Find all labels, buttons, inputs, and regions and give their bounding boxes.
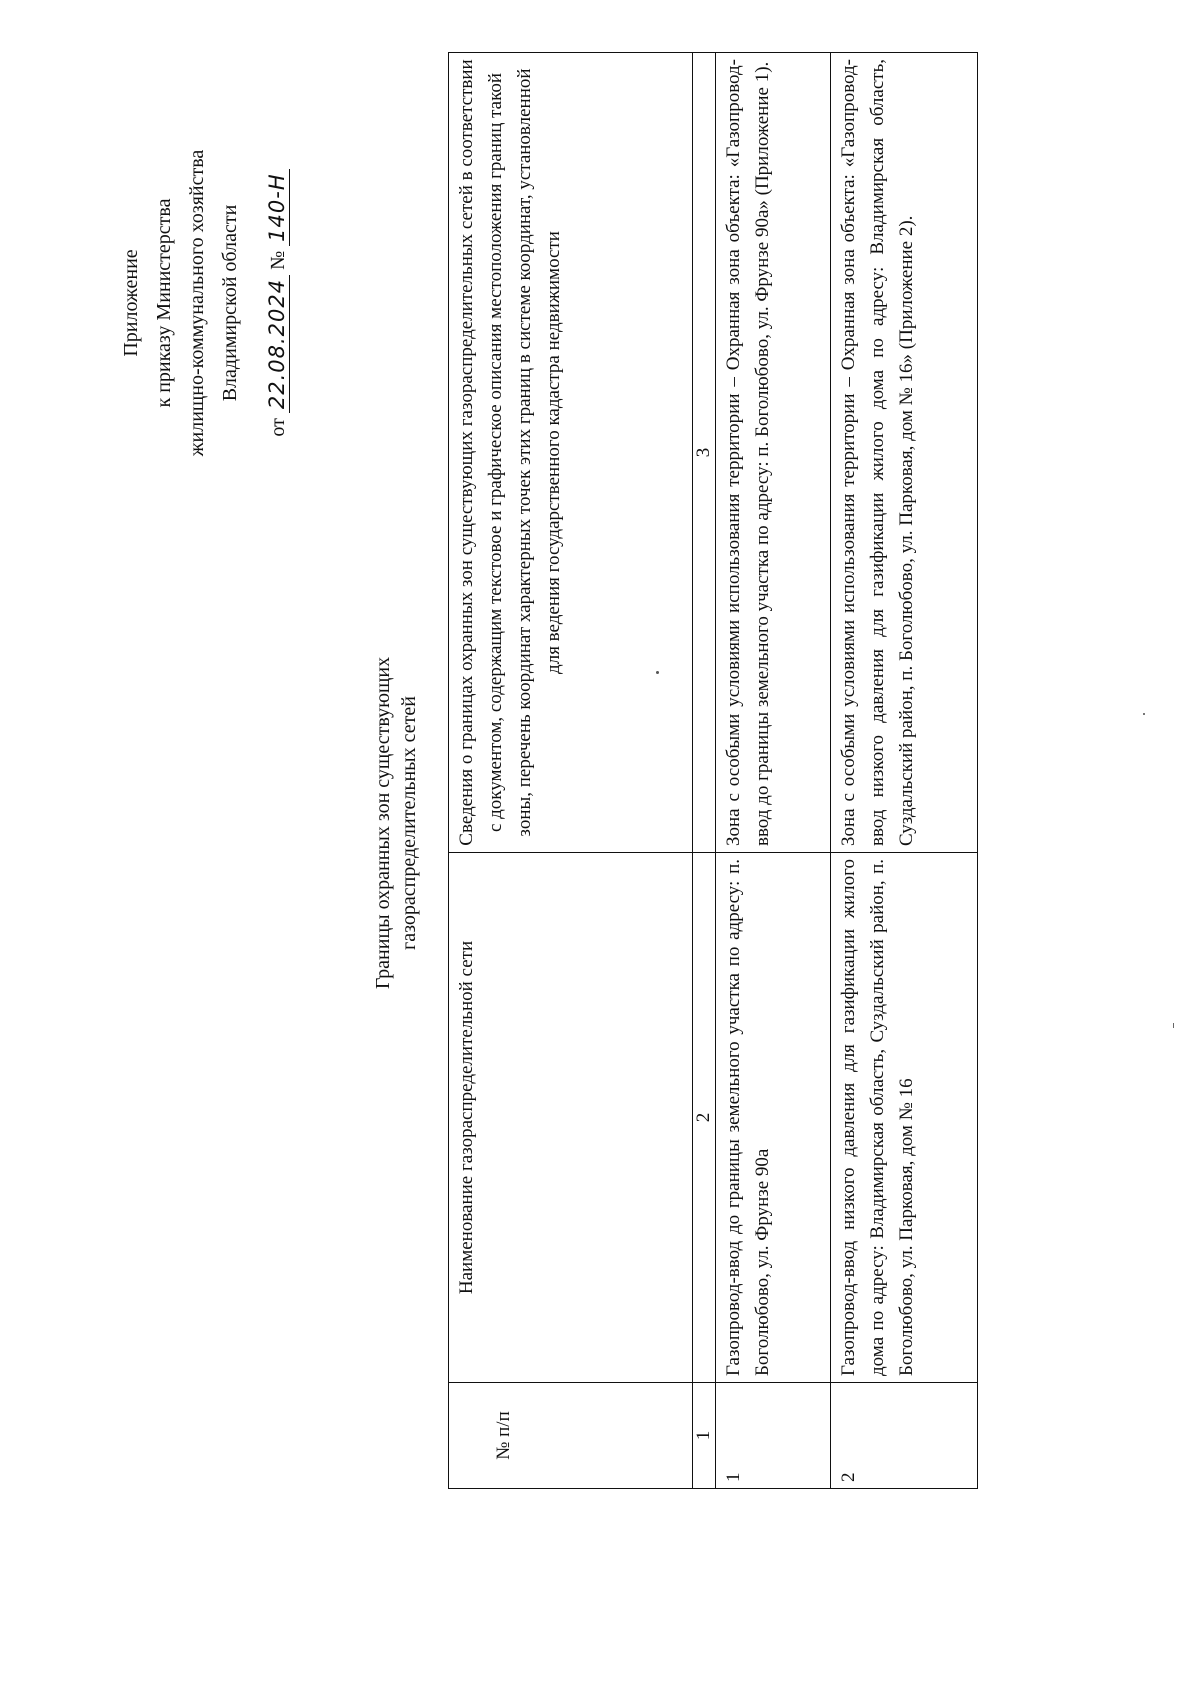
zones-table [448, 52, 978, 1489]
scan-speck [1143, 713, 1145, 715]
scan-speck [656, 671, 659, 674]
row-name: Газопровод-ввод низкого давления для газификации жилого дома по адресу: Владимирская область, Суздальский район, п. Боголюбово, ул. Парковая, дом № 16 [831, 853, 978, 1383]
row-name: Газопровод-ввод до границы земельного участка по адресу: п. Боголюбово, ул. Фрунзе 90а [716, 853, 831, 1383]
header-name: Наименование газораспределительной сети [449, 853, 693, 1383]
column-number: 2 [693, 853, 716, 1383]
row-num: 1 [716, 1383, 831, 1489]
scan-speck [1173, 1023, 1174, 1028]
row-num: 2 [831, 1383, 978, 1489]
header-info: Сведения о границах охранных зон существующих газораспределительных сетей в соответствии с документом, содержащим текстовое и графическое описания местоположения границ такой зоны, перечень координат характерных точек этих границ в системе координат, установленной для ведения государственного кадастра недвижимости [449, 53, 693, 853]
appendix-line-1: Приложение [120, 249, 142, 357]
table-row [831, 53, 978, 1489]
appendix-line-2: к приказу Министерства [153, 198, 175, 408]
header-num: № п/п [449, 1383, 693, 1489]
column-number-row [693, 53, 716, 1489]
appendix-line-3: жилищно-коммунального хозяйства [186, 149, 208, 457]
number-prefix: № [267, 250, 289, 270]
appendix-line-4: Владимирской области [219, 204, 241, 402]
title-line-1: Границы охранных зон существующих [372, 656, 394, 990]
order-date-line [261, 138, 295, 468]
table-header-row [449, 53, 693, 1489]
row-info: Зона с особыми условиями использования территории – Охранная зона объекта: «Газопровод-ввод до границы земельного участка по адресу: п. Боголюбово, ул. Фрунзе 90а» (Приложение 1). [716, 53, 831, 853]
document-title [370, 173, 422, 1473]
column-number: 3 [693, 53, 716, 853]
date-prefix: от [267, 418, 289, 437]
column-number: 1 [693, 1383, 716, 1489]
table-row [716, 53, 831, 1489]
appendix-header [115, 138, 295, 468]
handwritten-number: 140-Н [265, 169, 290, 245]
row-info: Зона с особыми условиями использования территории – Охранная зона объекта: «Газопровод-ввод низкого давления для газификации жилого дома по адресу: Владимирская область, Суздальский район, п. Боголюбово, ул. Парковая, дом № 16» (Приложение 2). [831, 53, 978, 853]
handwritten-date: 22.08.2024 [265, 275, 290, 413]
title-line-2: газораспределительных сетей [398, 696, 420, 950]
